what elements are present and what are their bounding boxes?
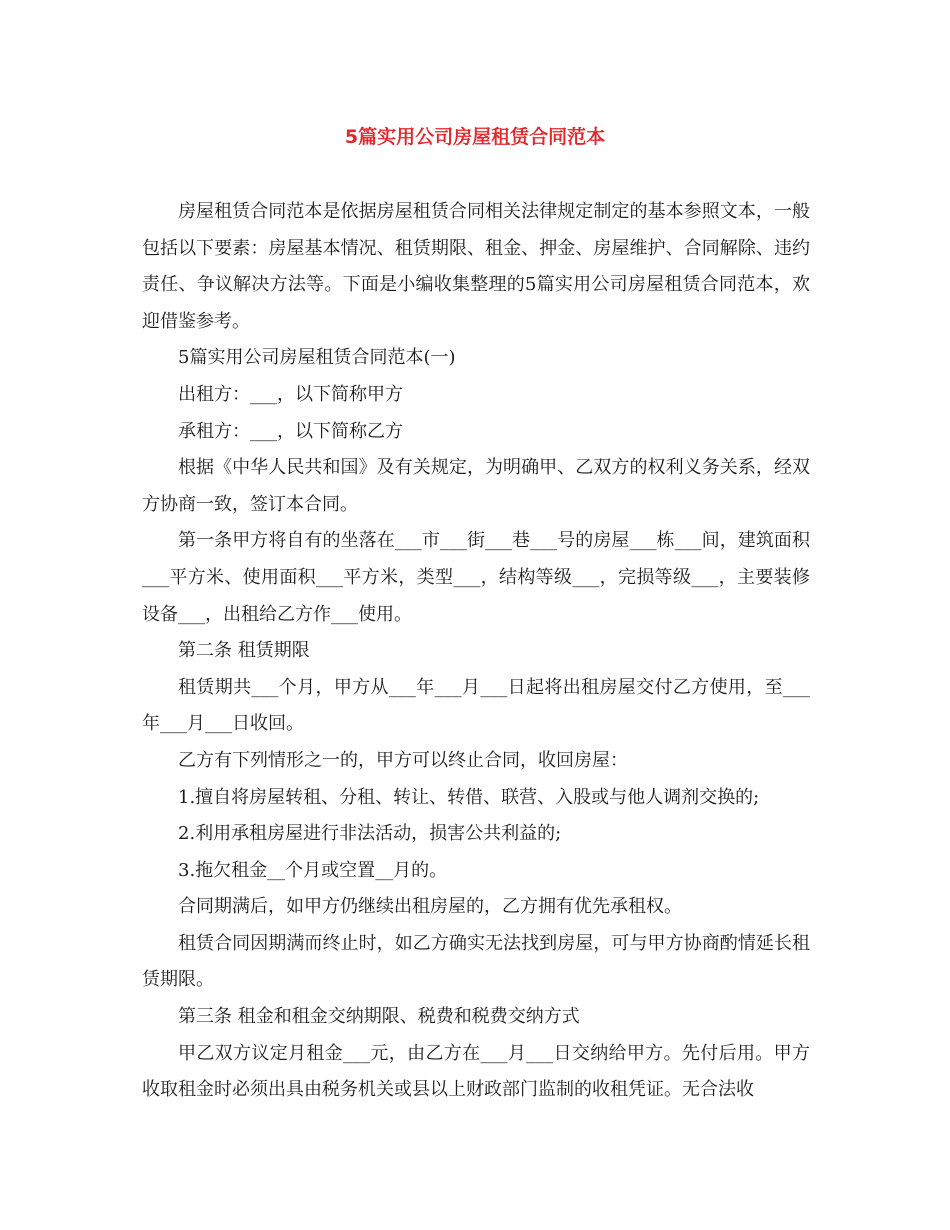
termination-item-2: 2.利用承租房屋进行非法活动，损害公共利益的; — [178, 823, 562, 845]
lessor-line: 出租方：___，以下简称甲方 — [178, 383, 403, 405]
priority-lease-paragraph: 合同期满后，如甲方仍继续出租房屋的，乙方拥有优先承租权。 — [178, 896, 682, 918]
termination-item-3: 3.拖欠租金__个月或空置__月的。 — [178, 859, 448, 881]
legal-basis-paragraph: 根据《中华人民共和国》及有关规定，为明确甲、乙双方的权利义务关系，经双方协商一致，签订本合同。 — [142, 457, 810, 515]
document-title: 5篇实用公司房屋租赁合同范本 — [344, 126, 606, 148]
lessee-line: 承租方：___，以下简称乙方 — [178, 420, 403, 442]
document-body — [142, 194, 810, 1109]
lease-term-paragraph: 租赁期共___个月，甲方从___年___月___日起将出租房屋交付乙方使用，至___年___月___日收回。 — [142, 676, 810, 735]
intro-paragraph: 房屋租赁合同范本是依据房屋租赁合同相关法律规定制定的基本参照文本，一般包括以下要素：房屋基本情况、租赁期限、租金、押金、房屋维护、合同解除、违约责任、争议解决方法等。下面是小编收集整理的5篇实用公司房屋租赁合同范本，欢迎借鉴参考。 — [142, 201, 810, 332]
rent-paragraph: 甲乙双方议定月租金___元，由乙方在___月___日交纳给甲方。先付后用。甲方收取租金时必须出具由税务机关或县以上财政部门监制的收租凭证。无合法收 — [142, 1042, 810, 1101]
termination-intro: 乙方有下列情形之一的，甲方可以终止合同，收回房屋： — [178, 749, 628, 771]
article-1-paragraph: 第一条甲方将自有的坐落在___市___街___巷___号的房屋___栋___间，建筑面积___平方米、使用面积___平方米，类型___，结构等级___，完损等级___，主要装修设备___，出租给乙方作___使用。 — [142, 530, 810, 625]
article-3-heading: 第三条 租金和租金交纳期限、税费和税费交纳方式 — [178, 1006, 580, 1028]
section-heading: 5篇实用公司房屋租赁合同范本(一) — [178, 347, 456, 369]
termination-item-1: 1.擅自将房屋转租、分租、转让、转借、联营、入股或与他人调剂交换的; — [178, 786, 760, 808]
article-2-heading: 第二条 租赁期限 — [178, 640, 310, 662]
extension-paragraph: 租赁合同因期满而终止时，如乙方确实无法找到房屋，可与甲方协商酌情延长租赁期限。 — [142, 932, 810, 991]
